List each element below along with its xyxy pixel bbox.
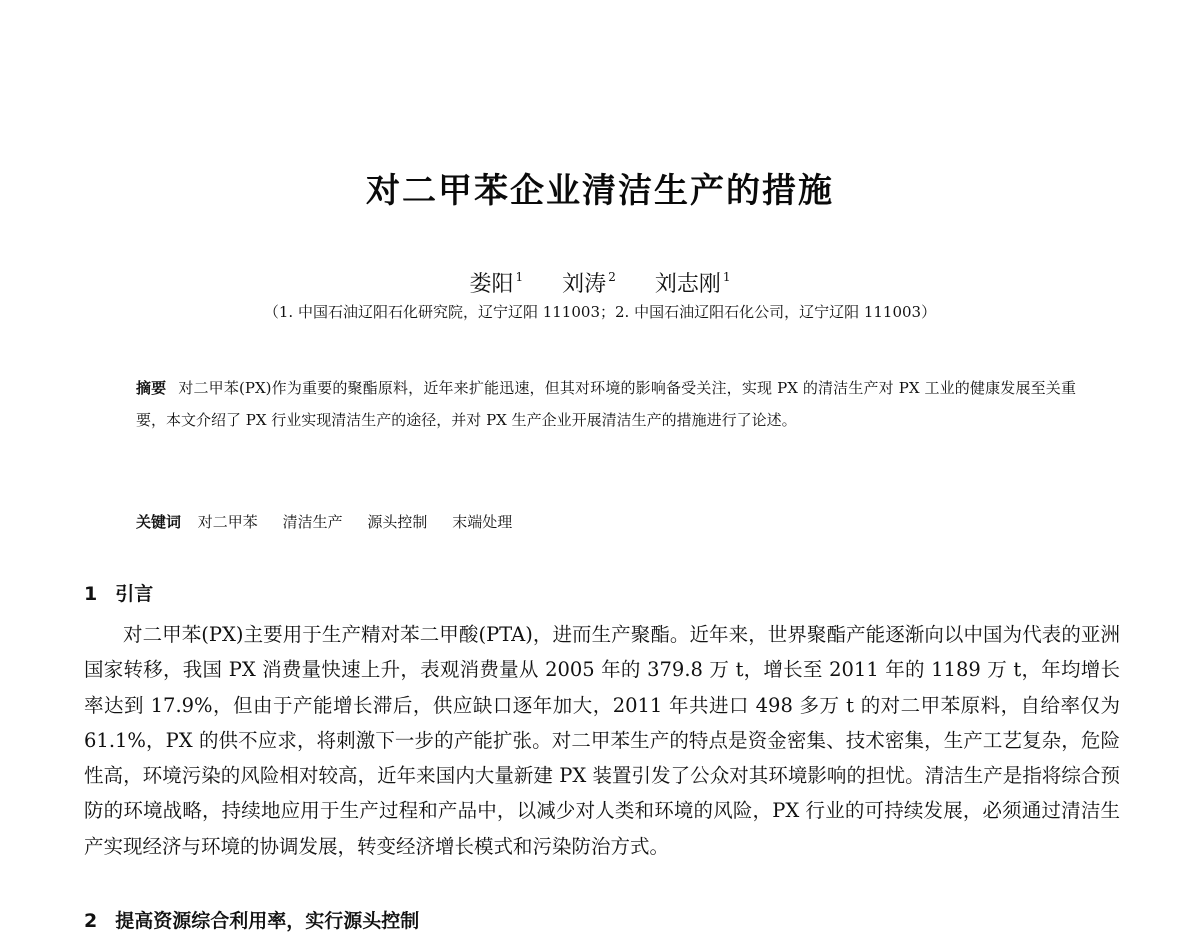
author-name: 娄阳 xyxy=(469,272,514,297)
section-body: 对二甲苯(PX)主要用于生产精对苯二甲酸(PTA)，进而生产聚酯。近年来，世界聚酯产能逐渐向以中国为代表的亚洲国家转移，我国 PX 消费量快速上升，表观消费量从 2005 年的 379.8 万 t，增长至 2011 年的 1189 万 t，年均增长率达到 17.9%，但由于产能增长滞后，供应缺口逐年加大，2011 年共进口 498 多万 t 的对二甲苯原料，自给率仅为 61.1%，PX 的供不应求，将刺激下一步的产能扩张。对二甲苯生产的特点是资金密集、技术密集，生产工艺复杂，危险性高，环境污染的风险相对较高，近年来国内大量新建 PX 装置引发了公众对其环境影响的担忧。清洁生产是指将综合预防的环境战略，持续地应用于生产过程和产品中，以减少对人类和环境的风险，PX 行业的可持续发展，必须通过清洁生产实现经济与环境的协调发展，转变经济增长模式和污染防治方式。 xyxy=(84,623,1120,858)
author xyxy=(562,262,616,300)
author-name: 刘涛 xyxy=(562,272,607,297)
affiliation-line: （1. 中国石油辽阳石化研究院，辽宁辽阳 111003；2. 中国石油辽阳石化公司，辽宁辽阳 111003） xyxy=(263,303,937,321)
section-number: 1 xyxy=(84,583,98,605)
abstract-label: 摘要 xyxy=(136,379,167,397)
keyword: 对二甲苯 xyxy=(197,513,258,531)
keywords xyxy=(136,508,1076,536)
keyword: 清洁生产 xyxy=(282,513,343,531)
keyword: 末端处理 xyxy=(452,513,513,531)
keyword: 源头控制 xyxy=(367,513,428,531)
section-title: 提高资源综合利用率，实行源头控制 xyxy=(115,910,420,932)
author-name: 刘志刚 xyxy=(654,272,721,297)
author xyxy=(470,262,524,300)
section-title: 引言 xyxy=(115,583,154,605)
paper-title: 对二甲苯企业清洁生产的措施 xyxy=(366,171,834,211)
section-number: 2 xyxy=(84,910,98,932)
section-heading xyxy=(84,907,419,935)
author-affiliation-mark: 1 xyxy=(515,270,524,284)
author-list xyxy=(0,262,1200,300)
abstract-text: 对二甲苯(PX)作为重要的聚酯原料，近年来扩能迅速，但其对环境的影响备受关注，实现 PX 的清洁生产对 PX 工业的健康发展至关重要，本文介绍了 PX 行业实现清洁生产的途径，并对 PX 生产企业开展清洁生产的措施进行了论述。 xyxy=(136,379,1076,429)
section-heading xyxy=(84,580,153,608)
abstract xyxy=(136,372,1076,436)
author-affiliation-mark: 2 xyxy=(608,270,616,284)
keywords-label: 关键词 xyxy=(136,513,182,531)
author xyxy=(655,262,731,300)
author-affiliation-mark: 1 xyxy=(722,270,731,284)
